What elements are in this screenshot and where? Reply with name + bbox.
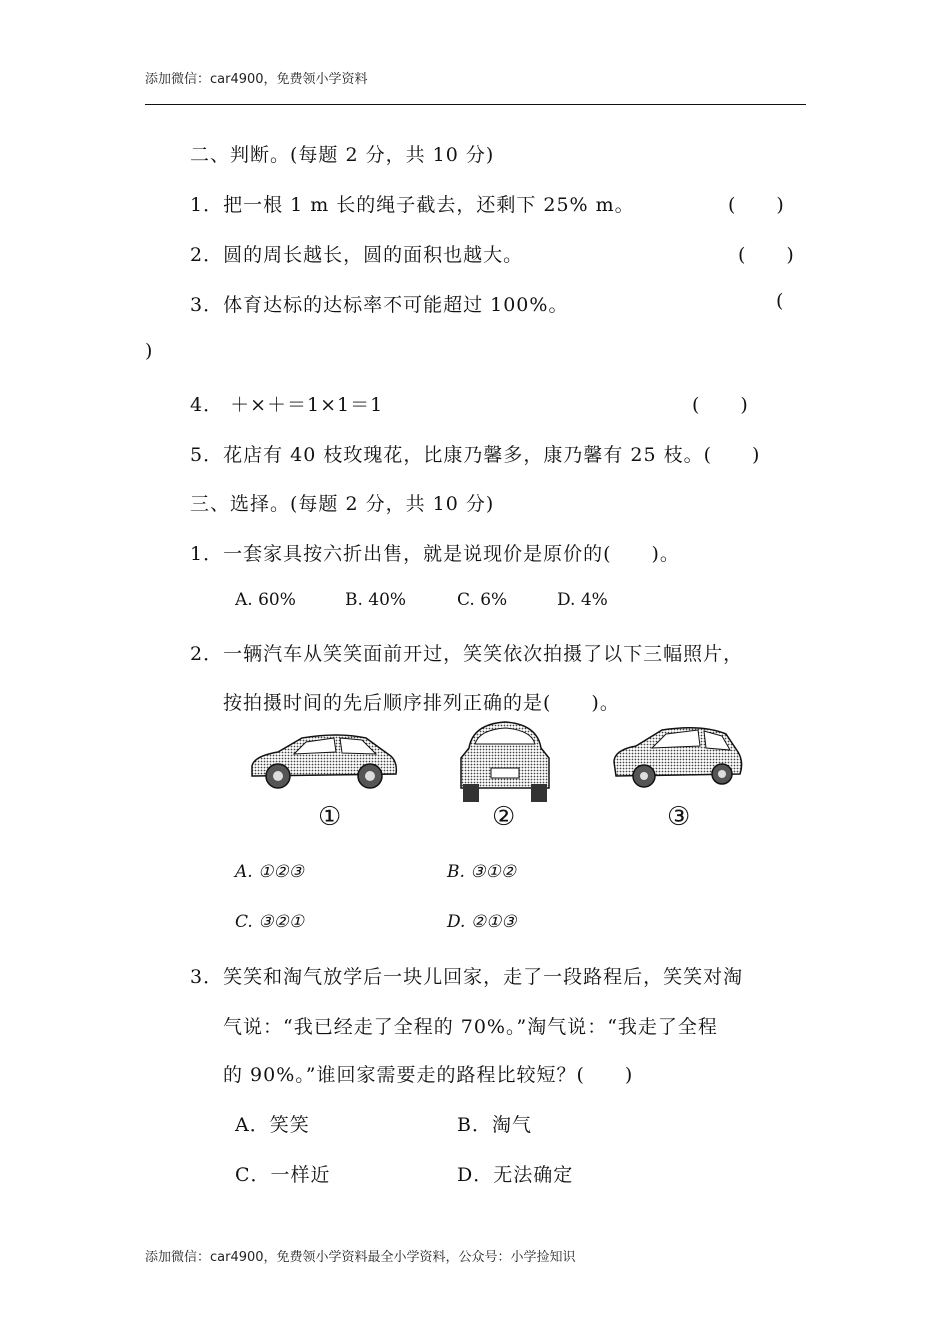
q3-option-c[interactable]: C．一样近 (235, 1164, 331, 1186)
q1-option-c[interactable]: C. 6% (457, 590, 508, 610)
choice-q2-line1: 2．一辆汽车从笑笑面前开过，笑笑依次拍摄了以下三幅照片， (190, 643, 744, 665)
car-angle-view-photo (610, 722, 745, 790)
choice-q3-line2: 气说：“我已经走了全程的 70%。”淘气说：“我走了全程 (223, 1016, 718, 1038)
judge-title: 二、判断。(每题 2 分，共 10 分) (190, 144, 495, 166)
header-text: 添加微信：car4900，免费领小学资料 (145, 72, 368, 87)
q2-option-a[interactable]: A. ①②③ (235, 862, 304, 882)
car-front-view-photo (455, 718, 555, 804)
q3-option-a[interactable]: A．笑笑 (235, 1114, 310, 1136)
car-side-view-photo (248, 730, 400, 792)
choice-q1: 1．一套家具按六折出售，就是说现价是原价的( )。 (190, 543, 680, 565)
q3-option-b[interactable]: B．淘气 (457, 1114, 532, 1136)
photo-label-2: ② (492, 802, 516, 832)
q2-option-b[interactable]: B. ③①② (447, 862, 517, 882)
choice-q3-line3: 的 90%。”谁回家需要走的路程比较短？( ) (223, 1064, 634, 1086)
judge-bracket-2[interactable]: ( ) (738, 244, 795, 266)
q1-option-a[interactable]: A. 60% (235, 590, 296, 610)
judge-item-5: 5．花店有 40 枝玫瑰花，比康乃馨多，康乃馨有 25 枝。( ) (190, 444, 761, 466)
photo-label-3: ③ (667, 802, 691, 832)
choice-q3-line1: 3．笑笑和淘气放学后一块儿回家，走了一段路程后，笑笑对淘 (190, 966, 744, 988)
judge-item-3: 3．体育达标的达标率不可能超过 100%。 (190, 294, 569, 316)
q3-option-d[interactable]: D．无法确定 (457, 1164, 574, 1186)
q2-option-d[interactable]: D. ②①③ (447, 912, 517, 932)
q2-option-c[interactable]: C. ③②① (235, 912, 304, 932)
q1-option-d[interactable]: D. 4% (557, 590, 608, 610)
judge-bracket-3-close: ) (145, 340, 154, 362)
photo-label-1: ① (318, 802, 342, 832)
footer-text: 添加微信：car4900，免费领小学资料最全小学资料，公众号：小学捡知识 (145, 1250, 576, 1265)
judge-item-1: 1．把一根 1 m 长的绳子截去，还剩下 25% m。 (190, 194, 635, 216)
judge-bracket-4[interactable]: ( ) (692, 394, 749, 416)
choice-title: 三、选择。(每题 2 分，共 10 分) (190, 493, 495, 515)
header-rule (145, 104, 806, 105)
q1-option-b[interactable]: B. 40% (345, 590, 407, 610)
judge-bracket-1[interactable]: ( ) (728, 194, 785, 216)
judge-bracket-3-open[interactable]: ( (776, 290, 785, 312)
judge-item-2: 2．圆的周长越长，圆的面积也越大。 (190, 244, 524, 266)
choice-q2-line2: 按拍摄时间的先后顺序排列正确的是( )。 (223, 692, 620, 714)
judge-item-4: 4． ＋×＋＝1×1＝1 (190, 394, 384, 416)
